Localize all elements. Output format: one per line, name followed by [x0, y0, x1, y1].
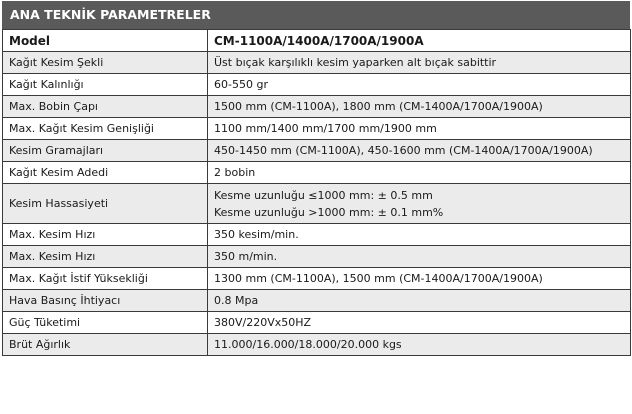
row-value: 2 bobin — [208, 162, 631, 184]
row-value: 11.000/16.000/18.000/20.000 kgs — [208, 334, 631, 356]
row-value: 1100 mm/1400 mm/1700 mm/1900 mm — [208, 118, 631, 140]
row-value-line: Kesme uzunluğu ≤1000 mm: ± 0.5 mm — [214, 188, 433, 202]
table-row — [3, 162, 631, 184]
spec-sheet — [2, 1, 630, 411]
header-value: CM-1100A/1400A/1700A/1900A — [208, 30, 631, 52]
row-value: 450-1450 mm (CM-1100A), 450-1600 mm (CM-1400A/1700A/1900A) — [208, 140, 631, 162]
row-label: Brüt Ağırlık — [3, 334, 208, 356]
row-label: Kağıt Kesim Adedi — [3, 162, 208, 184]
row-value: Üst bıçak karşılıklı kesim yaparken alt bıçak sabittir — [208, 52, 631, 74]
table-row — [3, 74, 631, 96]
table-row — [3, 312, 631, 334]
row-value-line: Kesme uzunluğu >1000 mm: ± 0.1 mm% — [214, 205, 444, 219]
row-value: 0.8 Mpa — [208, 290, 631, 312]
row-label: Kesim Gramajları — [3, 140, 208, 162]
row-label: Max. Bobin Çapı — [3, 96, 208, 118]
row-value — [208, 184, 631, 224]
row-label: Hava Basınç İhtiyacı — [3, 290, 208, 312]
table-header-row — [3, 30, 631, 52]
spec-table — [2, 29, 631, 356]
table-row — [3, 334, 631, 356]
table-row — [3, 184, 631, 224]
row-label: Max. Kesim Hızı — [3, 246, 208, 268]
table-row — [3, 246, 631, 268]
row-value: 350 m/min. — [208, 246, 631, 268]
spec-title: ANA TEKNİK PARAMETRELER — [2, 1, 630, 29]
row-label: Kesim Hassasiyeti — [3, 184, 208, 224]
row-label: Max. Kağıt Kesim Genişliği — [3, 118, 208, 140]
header-label: Model — [3, 30, 208, 52]
row-label: Max. Kesim Hızı — [3, 224, 208, 246]
table-row — [3, 268, 631, 290]
row-value: 380V/220Vx50HZ — [208, 312, 631, 334]
table-row — [3, 118, 631, 140]
table-row — [3, 96, 631, 118]
table-row — [3, 52, 631, 74]
row-value: 60-550 gr — [208, 74, 631, 96]
table-row — [3, 224, 631, 246]
row-label: Kağıt Kesim Şekli — [3, 52, 208, 74]
table-row — [3, 140, 631, 162]
row-value: 1300 mm (CM-1100A), 1500 mm (CM-1400A/1700A/1900A) — [208, 268, 631, 290]
row-label: Max. Kağıt İstif Yüksekliği — [3, 268, 208, 290]
row-value: 1500 mm (CM-1100A), 1800 mm (CM-1400A/1700A/1900A) — [208, 96, 631, 118]
row-value: 350 kesim/min. — [208, 224, 631, 246]
table-row — [3, 290, 631, 312]
row-label: Kağıt Kalınlığı — [3, 74, 208, 96]
row-label: Güç Tüketimi — [3, 312, 208, 334]
